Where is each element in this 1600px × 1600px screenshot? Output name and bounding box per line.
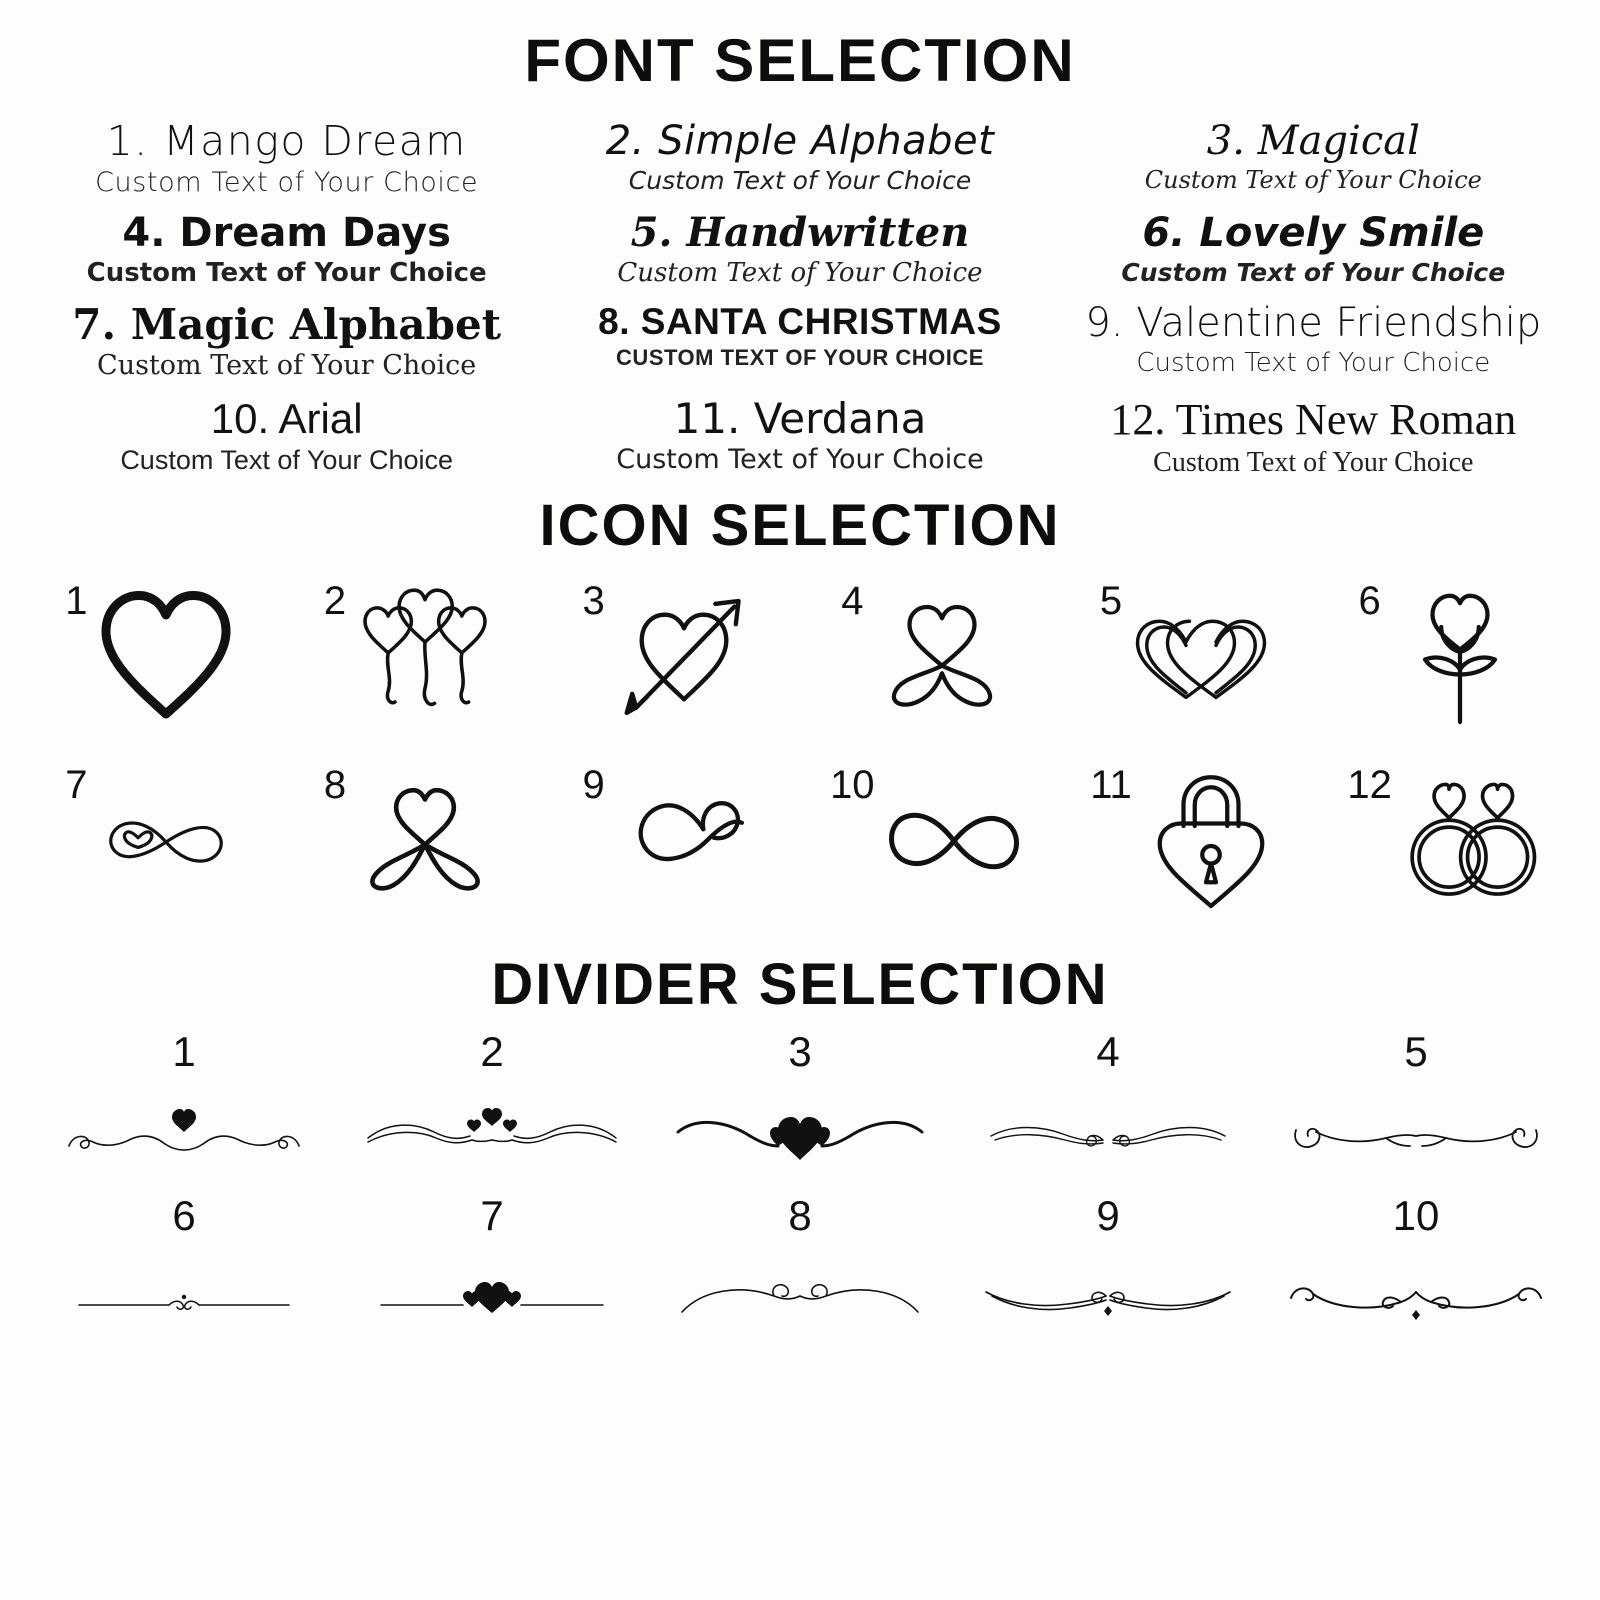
divider-section-title: DIVIDER SELECTION (491, 951, 1109, 1017)
infinity-small-heart-icon (91, 761, 241, 921)
double-hearts-icon (1126, 577, 1276, 737)
divider-option-10[interactable] (1262, 1192, 1570, 1356)
icon-selection-grid (0, 559, 1600, 931)
font-option-label: 11. Verdana (673, 393, 927, 443)
font-option-label: 12. Times New Roman (1110, 394, 1517, 444)
font-option-label: 10. Arial (210, 394, 363, 442)
font-option-sample: Custom Text of Your Choice (120, 444, 454, 475)
divider-option-6[interactable] (30, 1192, 338, 1356)
icon-option-number: 8 (323, 762, 347, 807)
divider-option-2[interactable] (338, 1028, 646, 1192)
icon-option-6[interactable] (1317, 567, 1576, 747)
heart-outline-icon (91, 577, 241, 737)
icon-option-7[interactable] (24, 751, 283, 931)
font-option-10[interactable] (30, 393, 543, 484)
icon-option-number: 10 (830, 762, 875, 807)
icon-option-1[interactable] (24, 567, 283, 747)
font-option-sample: Custom Text of Your Choice (95, 166, 479, 198)
font-option-sample: Custom Text of Your Choice (617, 258, 983, 289)
divider-option-number: 6 (172, 1191, 196, 1239)
divider-option-4[interactable] (954, 1028, 1262, 1192)
heart-with-arrow-icon (609, 577, 759, 737)
divider-option-number: 10 (1392, 1191, 1440, 1239)
font-selection-grid (0, 95, 1600, 484)
flourish-double-curl-icon (1262, 1082, 1570, 1192)
divider-option-number: 7 (480, 1191, 504, 1239)
icon-option-8[interactable] (283, 751, 542, 931)
flourish-line-hearts-icon (338, 1246, 646, 1356)
divider-option-7[interactable] (338, 1192, 646, 1356)
icon-option-11[interactable] (1059, 751, 1318, 931)
font-option-sample: CUSTOM TEXT OF YOUR CHOICE (616, 344, 984, 370)
divider-selection-grid (0, 1018, 1600, 1356)
icon-section-title: ICON SELECTION (539, 492, 1061, 558)
font-option-label: 9. Valentine Friendship (1085, 300, 1542, 347)
heart-ribbon-bow-icon (867, 577, 1017, 737)
font-option-label: 4. Dream Days (122, 210, 451, 257)
font-option-label: 1. Mango Dream (106, 117, 467, 165)
font-option-7[interactable] (30, 299, 543, 386)
divider-option-number: 8 (788, 1191, 812, 1239)
heart-flower-icon (1385, 577, 1535, 737)
flourish-heart-center-icon (30, 1082, 338, 1192)
font-option-5[interactable] (543, 209, 1056, 293)
icon-option-number: 3 (582, 578, 605, 623)
font-option-sample: Custom Text of Your Choice (616, 443, 984, 475)
font-option-6[interactable] (1057, 209, 1570, 293)
icon-option-number: 7 (65, 762, 88, 807)
icon-option-number: 12 (1347, 762, 1392, 807)
divider-option-9[interactable] (954, 1192, 1262, 1356)
heart-padlock-icon (1136, 761, 1286, 921)
icon-option-number: 4 (841, 578, 864, 623)
font-option-1[interactable] (30, 117, 543, 203)
divider-option-number: 5 (1404, 1027, 1428, 1075)
font-option-sample: Custom Text of Your Choice (1136, 348, 1491, 379)
divider-option-number: 3 (788, 1027, 812, 1075)
font-option-2[interactable] (543, 117, 1056, 203)
font-option-sample: Custom Text of Your Choice (628, 165, 972, 195)
font-option-sample: Custom Text of Your Choice (97, 350, 477, 382)
font-option-3[interactable] (1057, 117, 1570, 203)
divider-option-number: 4 (1096, 1027, 1120, 1075)
font-option-sample: Custom Text of Your Choice (1153, 446, 1474, 478)
font-option-9[interactable] (1057, 299, 1570, 386)
font-option-label: 5. Handwritten (630, 209, 970, 257)
font-option-label: 2. Simple Alphabet (605, 118, 995, 164)
icon-option-5[interactable] (1059, 567, 1318, 747)
font-section-title: FONT SELECTION (524, 27, 1076, 94)
font-option-12[interactable] (1057, 393, 1570, 484)
heart-balloons-icon (350, 577, 500, 737)
icon-option-12[interactable] (1317, 751, 1576, 931)
font-option-label: 7. Magic Alphabet (72, 300, 502, 350)
icon-option-2[interactable] (283, 567, 542, 747)
infinity-symbol-icon (879, 761, 1029, 921)
icon-option-3[interactable] (541, 567, 800, 747)
icon-option-number: 5 (1099, 578, 1123, 623)
flourish-line-dot-icon (30, 1246, 338, 1356)
font-option-sample: Custom Text of Your Choice (1144, 165, 1482, 194)
divider-option-8[interactable] (646, 1192, 954, 1356)
icon-option-number: 6 (1358, 578, 1381, 623)
font-option-label: 8. SANTA CHRISTMAS (598, 301, 1002, 343)
font-option-4[interactable] (30, 209, 543, 293)
divider-option-3[interactable] (646, 1028, 954, 1192)
font-option-label: 3. Magical (1206, 118, 1420, 164)
font-option-sample: Custom Text of Your Choice (86, 258, 487, 289)
divider-option-number: 9 (1096, 1191, 1120, 1239)
flourish-thin-swirl-icon (954, 1082, 1262, 1192)
flourish-wide-diamond-icon (1262, 1246, 1570, 1356)
font-option-label: 6. Lovely Smile (1142, 210, 1485, 257)
divider-option-1[interactable] (30, 1028, 338, 1192)
divider-option-number: 2 (480, 1027, 504, 1075)
flourish-diamond-swirl-icon (954, 1246, 1262, 1356)
flourish-three-hearts-icon (338, 1082, 646, 1192)
divider-option-number: 1 (172, 1027, 196, 1075)
icon-option-9[interactable] (541, 751, 800, 931)
icon-option-4[interactable] (800, 567, 1059, 747)
flourish-bold-heart-icon (646, 1082, 954, 1192)
icon-option-number: 9 (582, 762, 605, 807)
flourish-open-swirl-icon (646, 1246, 954, 1356)
infinity-heart-loop-icon (609, 761, 759, 921)
infinity-heart-clover-icon (350, 761, 500, 921)
icon-option-number: 1 (65, 578, 88, 623)
icon-option-number: 2 (323, 578, 347, 623)
font-option-8[interactable] (543, 299, 1056, 386)
font-option-sample: Custom Text of Your Choice (1121, 258, 1506, 288)
wedding-rings-hearts-icon (1396, 761, 1546, 921)
icon-option-number: 11 (1090, 762, 1132, 807)
font-option-11[interactable] (543, 393, 1056, 484)
icon-option-10[interactable] (800, 751, 1059, 931)
divider-option-5[interactable] (1262, 1028, 1570, 1192)
